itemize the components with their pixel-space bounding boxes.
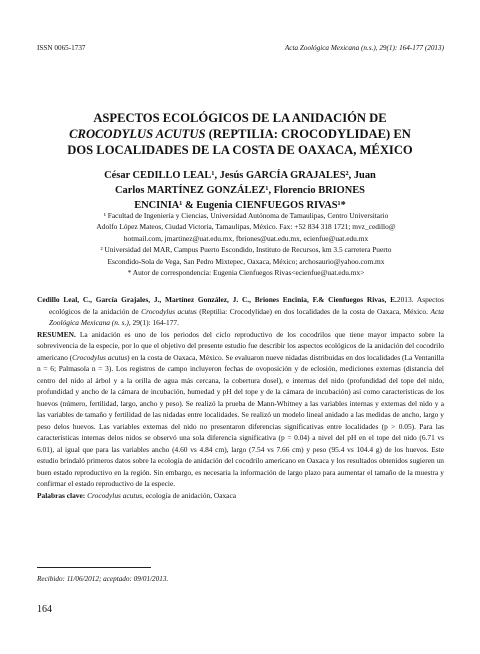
authors-line-2: Carlos MARTÍNEZ GONZÁLEZ¹, Florencio BRIONES bbox=[115, 185, 365, 196]
title-line-2-rest: (REPTILIA: CROCODYLIDAE) EN bbox=[205, 127, 411, 141]
citation-journal: Acta Zoológica Mexicana (n. s.), bbox=[49, 306, 444, 327]
keywords-label: Palabras clave: bbox=[37, 490, 86, 500]
title-line-3: DOS LOCALIDADES DE LA COSTA DE OAXACA, MÉXICO bbox=[67, 143, 413, 157]
resumen bbox=[37, 329, 444, 490]
corresponding-author: * Autor de correspondencia: Eugenia Cienfuegos Rivas<ecienfue@uat.edu.mx> bbox=[127, 268, 365, 278]
affiliation-line: hotmail.com, jmartinez@uat.edu.mx, fbriones@uat.edu.mx, ecienfue@uat.edu.mx bbox=[123, 233, 369, 243]
resumen-text-a: La anidación es uno de los periodos del ciclo reproductivo de los cocodrilos que tiene mayor impacto sobre la sobrevivencia de la especie, por lo que el objetivo del presente estudio fue describir los aspectos ecológicos de la anidación del cocodrilo americano ( bbox=[37, 329, 444, 362]
keywords-rest: , ecología de anidación, Oaxaca bbox=[142, 490, 237, 500]
title-species: CROCODYLUS ACUTUS bbox=[69, 127, 206, 141]
citation bbox=[37, 294, 444, 329]
received-dates: Recibido: 11/06/2012; aceptado: 09/01/2013. bbox=[37, 575, 169, 583]
journal-citation: Acta Zoológica Mexicana (n.s.), 29(1): 164-177 (2013) bbox=[284, 44, 444, 52]
page-number: 164 bbox=[37, 604, 52, 615]
affiliation-line: Adolfo López Mateos, Ciudad Victoria, Tamaulipas, México. Fax: +52 834 318 1721; mvz_cedillo@ bbox=[96, 222, 396, 232]
author-list bbox=[60, 168, 420, 213]
citation-title-a: 2013. Aspectos ecológicos de la anidación de bbox=[49, 295, 444, 316]
running-header bbox=[37, 44, 444, 56]
title-line-2 bbox=[40, 126, 440, 142]
resumen-species: Crocodylus acutus bbox=[72, 352, 128, 362]
citation-title-b: (Reptilia: Crocodylidae) en dos localidades de la costa de Oaxaca, México. bbox=[196, 306, 431, 316]
abstract-block bbox=[37, 294, 444, 501]
authors-line-3: ENCINIA¹ & Eugenia CIENFUEGOS RIVAS¹* bbox=[134, 200, 346, 211]
title-line-1: ASPECTOS ECOLÓGICOS DE LA ANIDACIÓN DE bbox=[93, 111, 387, 125]
keywords-species: Crocodylus acutus bbox=[87, 490, 143, 500]
article-title bbox=[40, 110, 440, 158]
affiliations bbox=[52, 210, 440, 278]
resumen-text-b: ) en la costa de Oaxaca, México. Se evaluaron nueve nidadas distribuidas en dos localidades (La Ventanilla n = 6; Palmasola n = 3). Los registros de campo incluyeron fechas de ovoposición y de eclosión, mediciones externas (distancia del centro del nido al árbol y a la orilla de agua más cercana, la cobertura dosel), e internas del nido (profundidad del tope del nido, profundidad y ancho de la cámara de incubación, humedad y pH del tope y de la cámara de incubación) así como características de los huevos (número, fertilidad, largo, ancho y peso). Se realizó la prueba de Mann-Whitney a las variables internas y externas del nido y a las variables de tamaño y fertilidad de las nidadas entre localidades. Se realizó un modelo lineal anidado a las medidas de ancho, largo y peso delos huevos. Las variables externas del nido no presentaron diferencias significativas entre localidades (p > 0.05). Para las características internas delos nidos se observó una sola diferencia significativa (p = 0.04) a nivel del pH en el tope del nido (6.71 vs 6.01), al igual que para las variables ancho (4.60 vs 4.84 cm), largo (7.54 vs 7.66 cm) y peso (95.4 vs 104.4 g) de los huevos. Este estudio brindaló primeros datos sobre la ecología de anidación del cocodrilo americano en Oaxaca y los resultados obtenidos sugieren un buen estado reproductivo en la región. Sin embargo, es necesaria la información de largo plazo para aumentar el tamaño de la muestra y confirmar el estado reproductivo de la especie. bbox=[37, 352, 445, 488]
citation-pages: 29(1): 164-177. bbox=[130, 318, 179, 327]
keywords bbox=[37, 490, 444, 502]
issn: ISSN 0065-1737 bbox=[37, 44, 86, 52]
citation-species: Crocodylus acutus bbox=[141, 306, 197, 316]
footnote-rule bbox=[37, 567, 151, 568]
affiliation-line: ¹ Facultad de Ingeniería y Ciencias, Universidad Autónoma de Tamaulipas, Centro Universitario bbox=[103, 211, 389, 220]
affiliation-line: ² Universidad del MAR, Campus Puerto Escondido, Instituto de Recursos, km 3.5 carretera Puerto bbox=[100, 245, 392, 255]
authors-line-1: César CEDILLO LEAL¹, Jesús GARCÍA GRAJALES², Juan bbox=[104, 170, 376, 181]
resumen-label: RESUMEN. bbox=[37, 329, 76, 339]
citation-authors: Cedillo Leal, C., García Grajales, J., Martínez González, J. C., Briones Encinia, F.& Cienfuegos Rivas, E. bbox=[37, 295, 397, 304]
affiliation-line: Escondido-Sola de Vega, San Pedro Mixtepec, Oaxaca, México; archosaurio@yahoo.com.mx bbox=[107, 256, 385, 266]
